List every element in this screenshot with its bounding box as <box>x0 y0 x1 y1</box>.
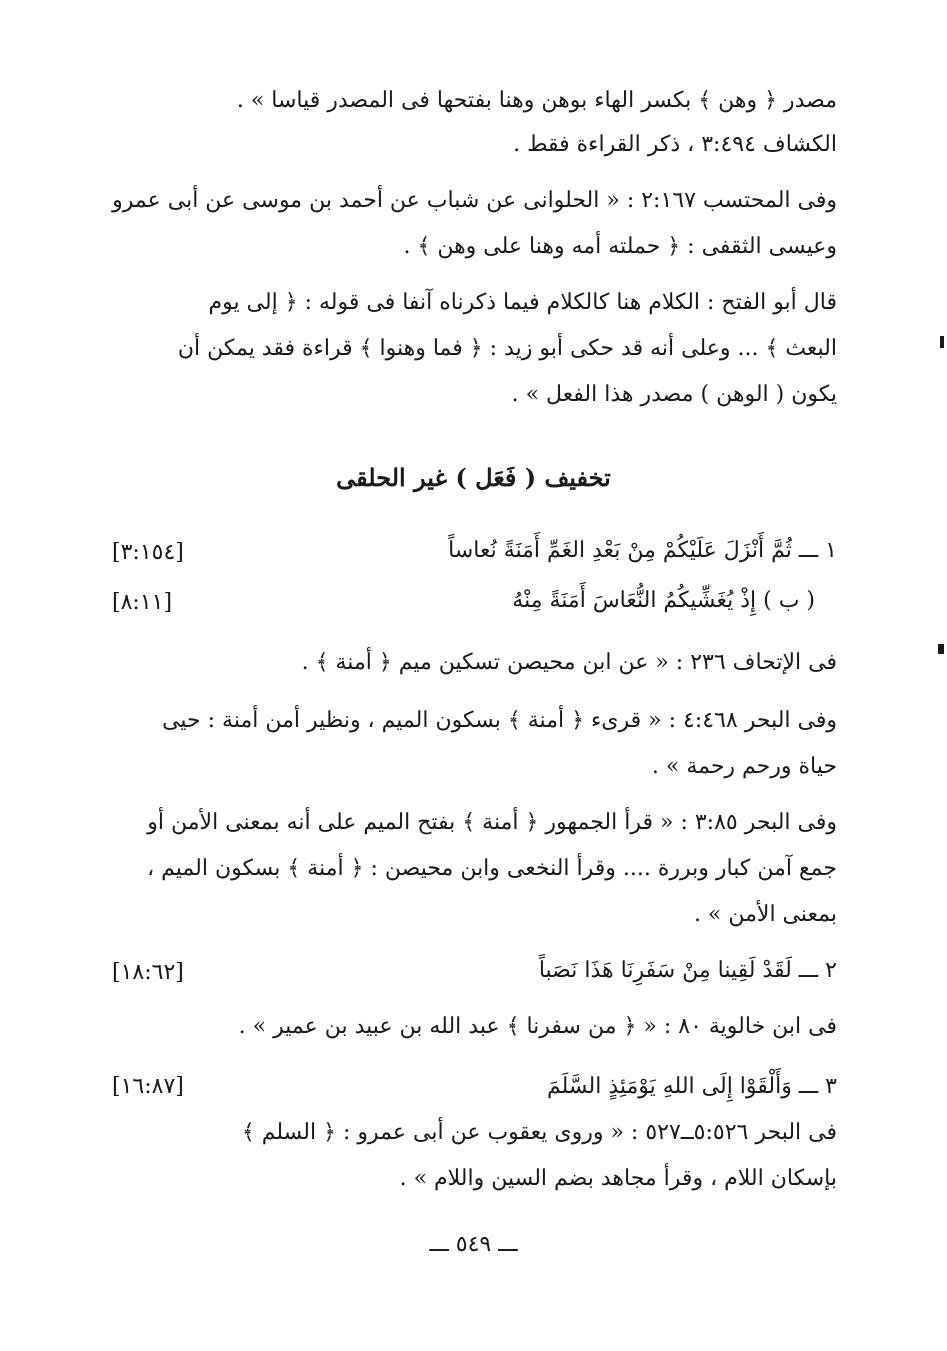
margin-mark <box>938 644 944 654</box>
text-line: فى ابن خالوية ٨٠ : « ﴿ من سفرنا ﴾ عبد الله بن عبيد بن عمير » . <box>238 1014 837 1039</box>
text-line: يكون ( الوهن ) مصدر هذا الفعل » . <box>511 382 837 407</box>
section-heading: تخفيف ( فَعَل ) غير الحلقى <box>336 463 611 492</box>
verse-line: ٢ ـــ لَقَدْ لَقِينا مِنْ سَفَرِنَا هَذَا نَصَباً <box>538 958 837 983</box>
verse-reference: [٨:١١] <box>112 590 173 615</box>
verse-line: ( ب ) إِذْ يُغَشِّيكُمُ النُّعَاسَ أَمَنَةً مِنْهُ <box>512 588 815 613</box>
text-line: البعث ﴾ ... وعلى أنه قد حكى أبو زيد : ﴿ فما وهنوا ﴾ قراءة فقد يمكن أن <box>177 336 837 361</box>
verse-reference: [١٦:٨٧] <box>112 1074 184 1099</box>
text-line: فى البحر ٥:٥٢٦ــ٥٢٧ : « وروى يعقوب عن أبى عمرو : ﴿ السلم ﴾ <box>241 1120 837 1145</box>
verse-reference: [٣:١٥٤] <box>112 540 184 565</box>
margin-mark <box>940 336 944 348</box>
verse-line: ١ ـــ ثُمَّ أَنْزَلَ عَلَيْكُمْ مِنْ بَعْدِ الغَمِّ أَمَنَةً نُعاساً <box>448 538 837 563</box>
text-line: جمع آمن كبار وبررة .... وقرأ النخعى وابن محيصن : ﴿ أمنة ﴾ بسكون الميم ، <box>147 856 837 881</box>
text-line: حياة ورحم رحمة » . <box>651 754 837 779</box>
text-line: الكشاف ٣:٤٩٤ ، ذكر القراءة فقط . <box>513 132 837 157</box>
page-number: ـــ ٥٤٩ ـــ <box>429 1232 518 1257</box>
text-line: وفى البحر ٤:٤٦٨ : « قرىء ﴿ أمنة ﴾ بسكون الميم ، ونظير أمن أمنة : حيى <box>162 708 837 733</box>
text-line: وعيسى الثقفى : ﴿ حملته أمه وهنا على وهن ﴾ . <box>403 234 837 259</box>
text-line: بمعنى الأمن » . <box>693 902 837 927</box>
text-line: بإسكان اللام ، وقرأ مجاهد بضم السين واللام » . <box>399 1166 837 1191</box>
text-line: مصدر ﴿ وهن ﴾ بكسر الهاء بوهن وهنا بفتحها فى المصدر قياسا » . <box>236 88 837 113</box>
verse-reference: [١٨:٦٢] <box>112 960 184 985</box>
text-line: وفى البحر ٣:٨٥ : « قرأ الجمهور ﴿ أمنة ﴾ بفتح الميم على أنه بمعنى الأمن أو <box>147 810 837 835</box>
text-line: وفى المحتسب ٢:١٦٧ : « الحلوانى عن شباب عن أحمد بن موسى عن أبى عمرو <box>112 188 837 213</box>
text-line: فى الإتحاف ٢٣٦ : « عن ابن محيصن تسكين ميم ﴿ أمنة ﴾ . <box>301 650 837 675</box>
text-line: قال أبو الفتح : الكلام هنا كالكلام فيما ذكرناه آنفا فى قوله : ﴿ إلى يوم <box>208 290 837 315</box>
verse-line: ٣ ـــ وَأَلْقَوْا إِلَى اللهِ يَوْمَئِذٍ السَّلَمَ <box>546 1074 837 1099</box>
